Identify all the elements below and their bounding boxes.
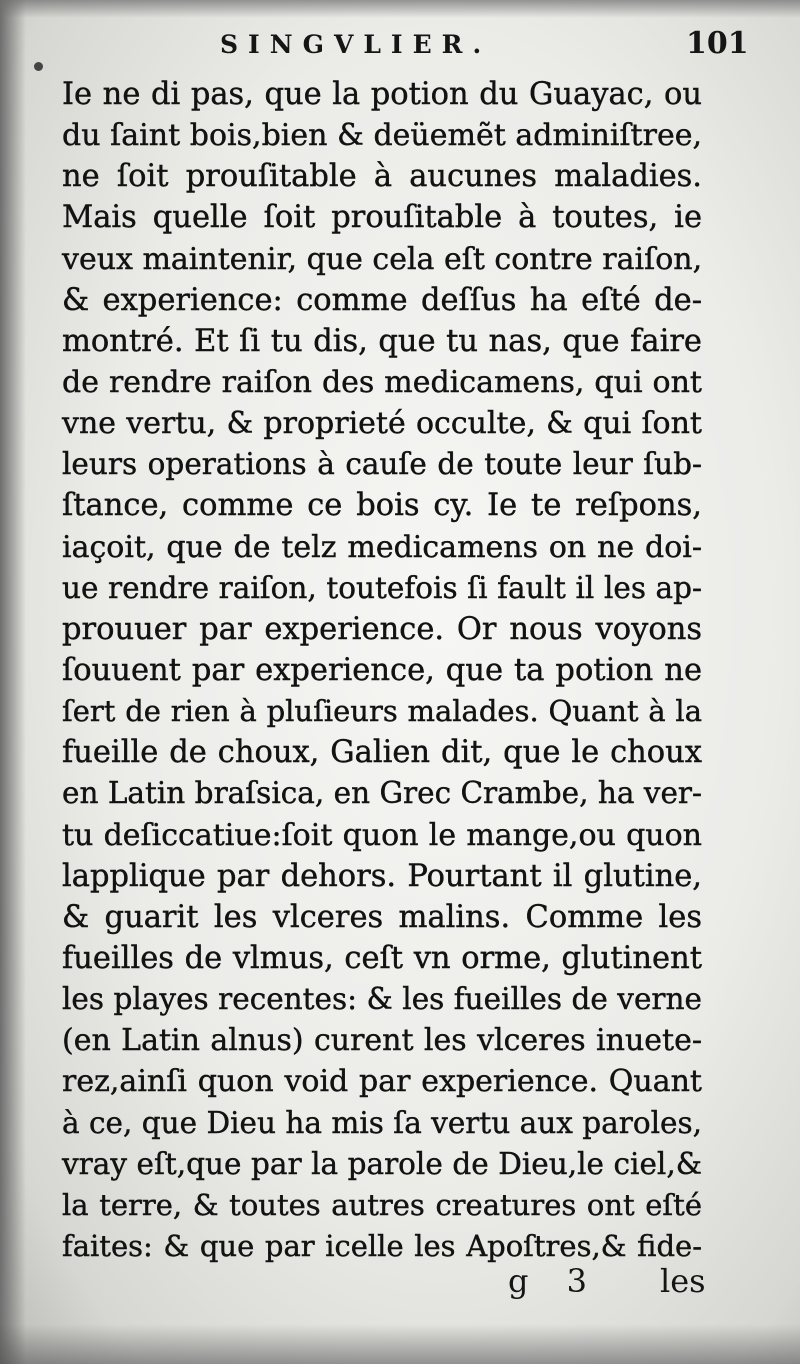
catchword: les [660, 1262, 706, 1300]
text-line: (en Latin alnus) curent les vlceres inuete- [62, 1023, 702, 1059]
page-bottom-shadow [0, 1324, 800, 1364]
text-line: Ie ne di pas, que la potion du Guayac, ou [62, 77, 702, 112]
text-line: montré. Et ſi tu dis, que tu nas, que faire [62, 323, 702, 359]
text-line: les playes recentes: & les fueilles de verne [62, 982, 702, 1017]
text-line: & guarit les vlceres malins. Comme les [62, 899, 702, 935]
text-line: à ce, que Dieu ha mis ſa vertu aux paroles, [62, 1105, 702, 1140]
text-line: fueilles de vlmus, ceſt vn orme, glutinent [62, 940, 702, 976]
text-line: Mais quelle ſoit prouſitable à toutes, ie [62, 200, 702, 236]
running-head: SINGVLIER. [220, 30, 492, 59]
text-line: du ſaint bois,bien & deüemẽt adminiſtree, [62, 118, 702, 154]
text-line: iaçoit, que de telz medicamens on ne doi- [62, 529, 702, 565]
text-line: lapplique par dehors. Pourtant il glutine, [62, 858, 702, 894]
text-line: rez,ainſi quon void par experience. Quant [62, 1064, 702, 1100]
text-line: leurs operations à cauſe de toute leur ſub- [62, 447, 702, 482]
page-footer [0, 1262, 800, 1312]
text-line: vray eſt,que par la parole de Dieu,le ciel,& [62, 1146, 702, 1181]
text-line: ſert de rien à pluſieurs malades. Quant à la [62, 694, 702, 729]
page-number: 101 [686, 26, 749, 61]
text-line: veux maintenir, que cela eſt contre raiſon, [62, 241, 703, 277]
signature-mark: g 3 [508, 1262, 602, 1300]
text-line: ue rendre raiſon, toutefois ſi fault il les ap- [62, 570, 702, 605]
text-line: ſtance, comme ce bois cy. Ie te reſpons, [62, 488, 702, 524]
text-line: faites: & que par icelle les Apoſtres,& fide- [62, 1228, 702, 1263]
text-line: & experience: comme deſſus ha eſté de- [62, 282, 702, 318]
text-line: fueille de choux, Galien dit, que le choux [62, 735, 702, 771]
text-line: prouuer par experience. Or nous voyons [62, 611, 702, 647]
text-line: tu deſiccatiue:ſoit quon le mange,ou quon [62, 817, 702, 853]
text-line: ſouuent par experience, que ta potion ne [62, 652, 702, 688]
text-line: ne ſoit prouſitable à aucunes maladies. [62, 159, 702, 195]
text-line: de rendre raiſon des medicamens, qui ont [62, 364, 702, 400]
text-line: en Latin braſsica, en Grec Crambe, ha ver- [62, 776, 702, 811]
body-text [62, 74, 702, 1267]
page-top-shadow [0, 0, 800, 18]
margin-ink-dot [34, 62, 43, 71]
text-line: vne vertu, & proprieté occulte, & qui ſont [62, 406, 702, 442]
text-line: la terre, & toutes autres creatures ont eſté [62, 1187, 702, 1222]
page-gutter-shadow [0, 0, 26, 1364]
